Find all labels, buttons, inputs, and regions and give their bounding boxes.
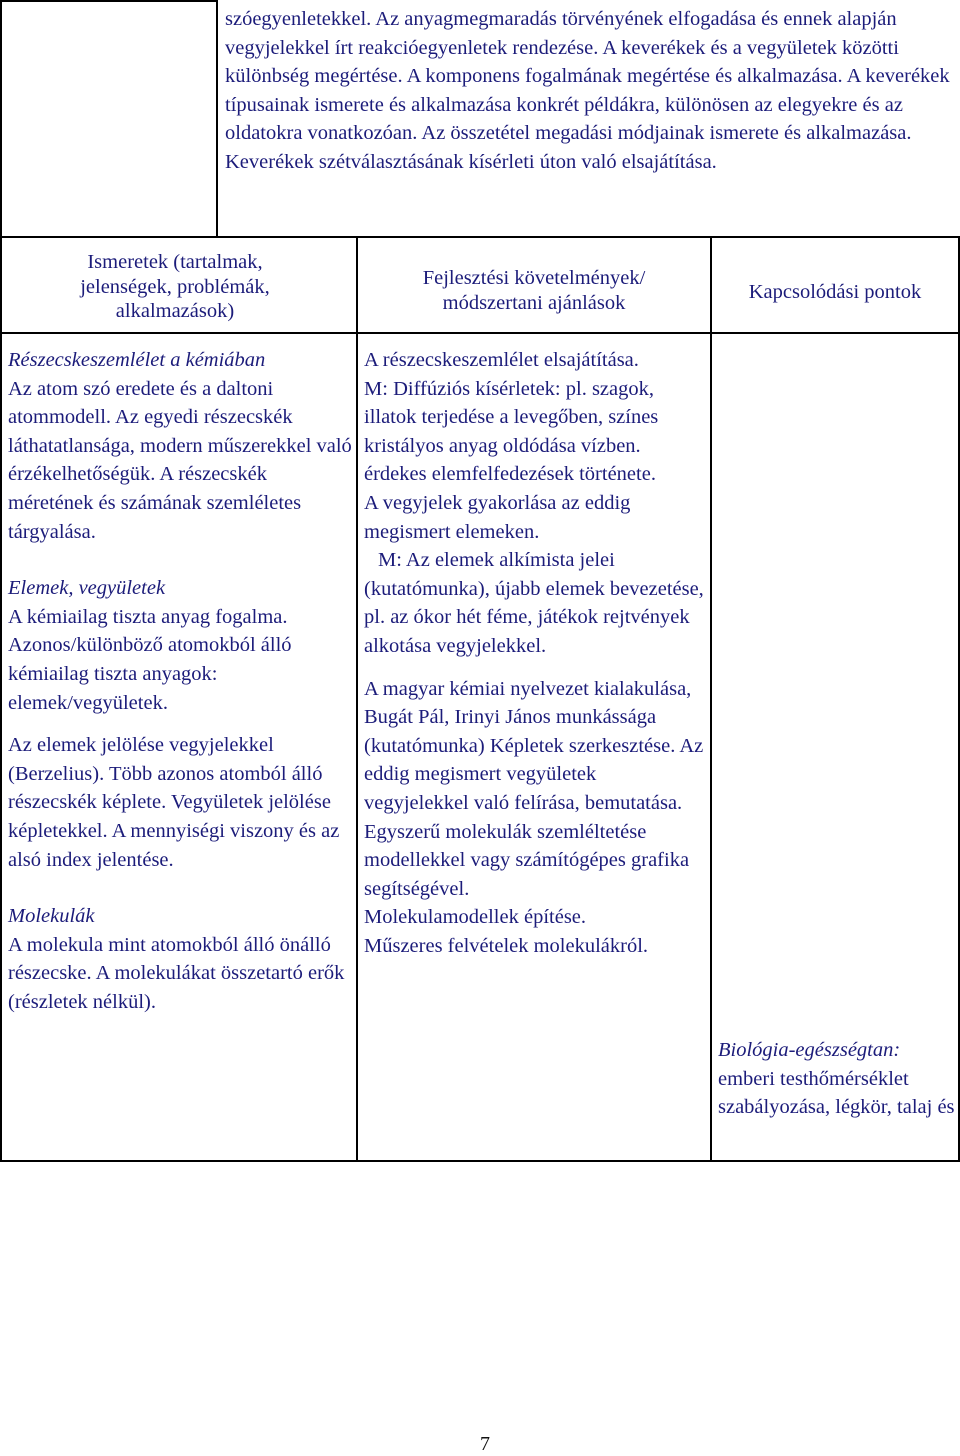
dev-method-alchemy <box>364 546 706 660</box>
block-text-particles: Az atom szó eredete és a daltoni atommodell. Az egyedi részecskék láthatatlansága, modern műszerekkel való érzékelhetőségük. A részecskék méretének és számának szemléletes tárgyalása. <box>8 377 352 543</box>
col3-content <box>718 1036 956 1122</box>
block-title-elements: Elemek, vegyületek <box>8 577 166 600</box>
column-header-knowledge: Ismeretek (tartalmak, jelenségek, problémák, alkalmazások) <box>80 251 270 322</box>
dev-method-diffusion <box>364 375 706 461</box>
method-label: M: <box>364 377 388 400</box>
method-text: Diffúziós kísérletek: pl. szagok, illatok terjedése a levegőben, színes kristályos anyag oldódása vízben. <box>364 377 659 457</box>
top-left-empty-cell <box>0 0 218 238</box>
col1-content <box>8 346 353 1016</box>
col2-content <box>364 346 706 960</box>
block-title-molecules: Molekulák <box>8 905 95 928</box>
block-title-particles: Részecskeszemlélet a kémiában <box>8 349 266 371</box>
connection-subject: Biológia-egészségtan: <box>718 1039 901 1061</box>
method-text: Az elemek alkímista jelei (kutatómunka), újabb elemek bevezetése, pl. az ókor hét féme, játékok rejtvények alkotása vegyjelekkel. <box>364 549 704 657</box>
block-text-elements: A kémiailag tiszta anyag fogalma. Azonos/különböző atomokból álló kémiailag tiszta anyagok: elemek/vegyületek. <box>8 605 292 714</box>
dev-instrument-images: Műszeres felvételek molekulákról. <box>364 934 649 957</box>
page-number: 7 <box>480 1433 490 1455</box>
dev-hungarian-language: A magyar kémiai nyelvezet kialakulása, Bugát Pál, Irinyi János munkássága (kutatómunka) Képletek szerkesztése. Az eddig megismert vegyületek vegyjelekkel való felírása, bemutatása. <box>364 677 704 814</box>
dev-element-discoveries: érdekes elemfelfedezések története. <box>364 463 656 486</box>
dev-simple-molecules: Egyszerű molekulák szemléltetése modellekkel vagy számítógépes grafika segítségével. <box>364 820 690 900</box>
block-text-symbols: Az elemek jelölése vegyjelekkel (Berzelius). Több azonos atomból álló részecskék képlete. Vegyületek jelölése képletekkel. A mennyiségi viszony és az alsó index jelentése. <box>8 734 340 871</box>
dev-model-building: Molekulamodellek építése. <box>364 906 587 929</box>
column-header-connections: Kapcsolódási pontok <box>748 281 922 303</box>
top-paragraph: szóegyenletekkel. Az anyagmegmaradás törvényének elfogadása és ennek alapján vegyjelekkel írt reakcióegyenletek rendezése. A keverékek és a vegyületek közötti különbség megértése. A komponens fogalmának megértése és alkalmazása. A keverékek típusainak ismerete és alkalmazása konkrét példákra, különösen az elegyekre és az oldatokra vonatkozóan. Az összetétel megadási módjainak ismerete és alkalmazása. Keverékek szétválasztásának kísérleti úton való elsajátítása. <box>225 8 950 173</box>
connection-text: emberi testhőmérséklet szabályozása, légkör, talaj és <box>718 1067 955 1119</box>
dev-particle-view: A részecskeszemlélet elsajátítása. <box>364 349 639 371</box>
dev-symbol-practice: A vegyjelek gyakorlása az eddig megismert elemeken. <box>364 491 631 543</box>
block-text-molecules: A molekula mint atomokból álló önálló részecske. A molekulákat összetartó erők (részletek nélkül). <box>8 933 345 1013</box>
column-header-development: Fejlesztési követelmények/ módszertani ajánlások <box>422 267 646 314</box>
method-label: M: <box>378 549 402 572</box>
